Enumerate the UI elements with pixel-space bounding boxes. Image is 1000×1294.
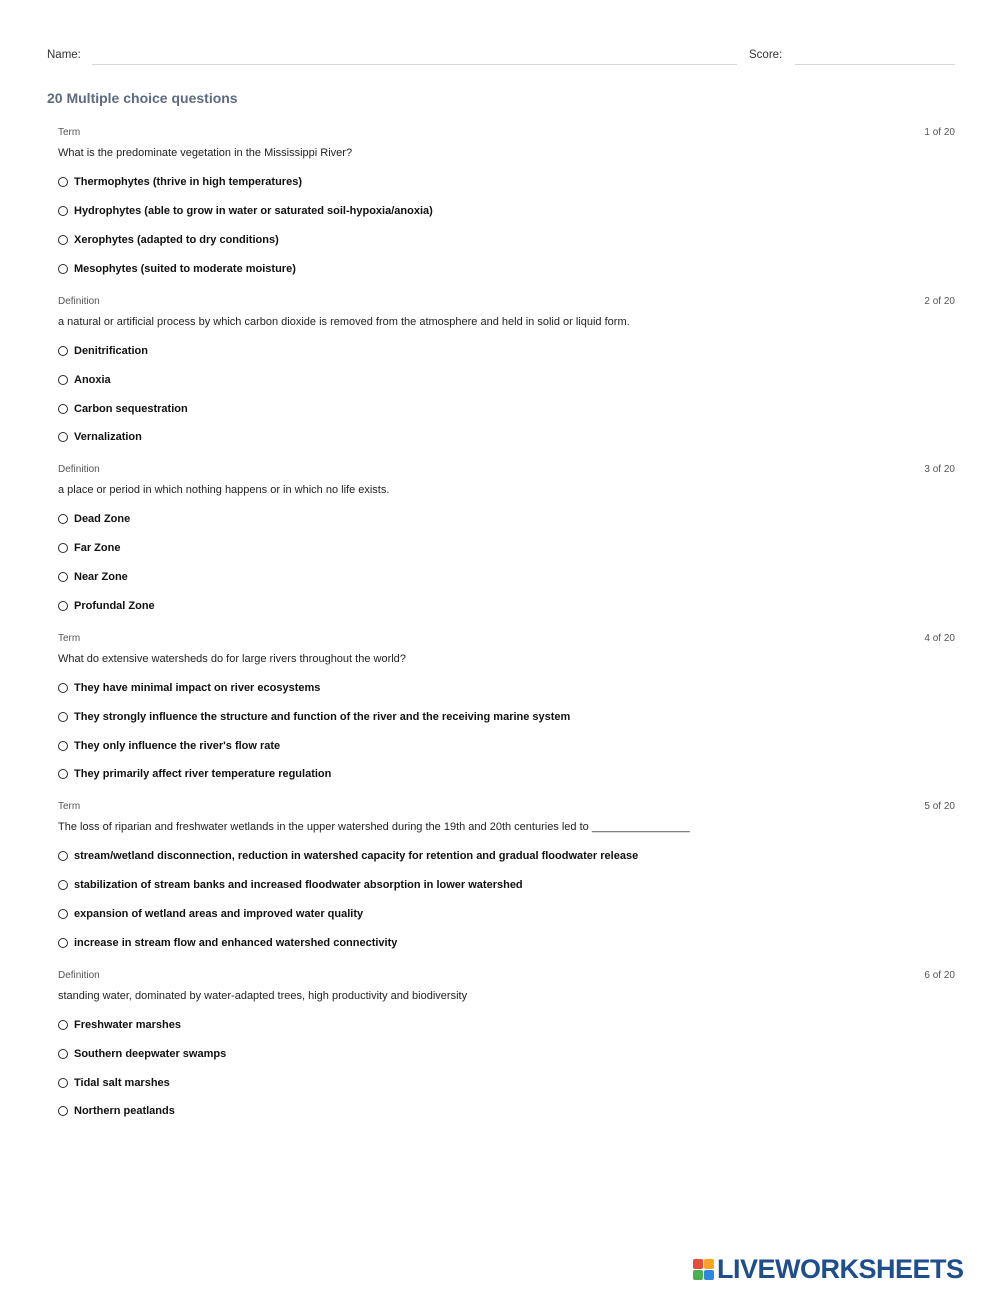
answer-option-label: increase in stream flow and enhanced watershed connectivity [74, 936, 398, 949]
question-block [58, 464, 955, 633]
answer-option-label: stabilization of stream banks and increased floodwater absorption in lower watershed [74, 879, 523, 891]
answer-option[interactable] [58, 205, 433, 217]
answer-option-label: Tidal salt marshes [74, 1076, 170, 1089]
answer-option-label: Northern peatlands [74, 1105, 175, 1117]
answer-option[interactable] [58, 937, 397, 949]
answer-option-label: Profundal Zone [74, 599, 155, 612]
answer-option[interactable] [58, 682, 320, 694]
logo-text: LIVEWORKSHEETS [717, 1253, 964, 1284]
answer-option[interactable] [58, 711, 570, 723]
answer-option-label: They only influence the river's flow rate [74, 739, 281, 752]
radio-circle-icon[interactable] [58, 375, 68, 385]
logo-mark-square [704, 1259, 714, 1269]
answer-option[interactable] [58, 374, 111, 386]
answer-option[interactable] [58, 431, 142, 443]
answer-option-label: Denitrification [74, 344, 148, 357]
question-counter: 2 of 20 [924, 295, 955, 307]
answer-option-label: Carbon sequestration [74, 402, 188, 415]
answer-option[interactable] [58, 1105, 175, 1117]
answer-option-label: Vernalization [74, 431, 142, 443]
question-type-label: Definition [58, 969, 100, 981]
answer-option[interactable] [58, 768, 331, 780]
radio-circle-icon[interactable] [58, 346, 68, 356]
radio-circle-icon[interactable] [58, 177, 68, 187]
logo-mark-square [693, 1270, 703, 1280]
question-block [58, 970, 955, 1139]
answer-option[interactable] [58, 1077, 170, 1089]
name-label: Name: [47, 49, 81, 61]
name-field[interactable] [92, 64, 737, 65]
question-type-label: Term [58, 801, 81, 812]
answer-option-label: Southern deepwater swamps [74, 1047, 227, 1060]
answer-option-label: Mesophytes (suited to moderate moisture) [74, 262, 296, 275]
radio-circle-icon[interactable] [58, 432, 68, 442]
question-block [58, 127, 955, 296]
radio-circle-icon[interactable] [58, 880, 68, 890]
radio-circle-icon[interactable] [58, 1078, 68, 1088]
radio-circle-icon[interactable] [58, 712, 68, 722]
question-prompt: a natural or artificial process by which carbon dioxide is removed from the atmosphere and held in solid or liquid form. [58, 315, 630, 328]
question-prompt: standing water, dominated by water-adapted trees, high productivity and biodiversity [58, 989, 468, 1002]
score-label: Score: [749, 49, 783, 61]
answer-option[interactable] [58, 403, 188, 415]
question-block [58, 801, 955, 970]
answer-option-label: expansion of wetland areas and improved water quality [74, 908, 364, 920]
answer-option-label: stream/wetland disconnection, reduction in watershed capacity for retention and gradual floodwater release [74, 850, 639, 862]
question-type-label: Definition [58, 295, 100, 307]
question-prompt: a place or period in which nothing happens or in which no life exists. [58, 484, 390, 496]
radio-circle-icon[interactable] [58, 1106, 68, 1116]
answer-option[interactable] [58, 850, 638, 862]
logo-mark-square [693, 1259, 703, 1269]
radio-circle-icon[interactable] [58, 938, 68, 948]
answer-option[interactable] [58, 879, 523, 891]
answer-option-label: They have minimal impact on river ecosystems [74, 681, 321, 694]
radio-circle-icon[interactable] [58, 543, 68, 553]
question-block [58, 296, 955, 465]
question-counter: 1 of 20 [924, 127, 955, 138]
question-counter: 6 of 20 [924, 969, 955, 981]
score-field[interactable] [795, 64, 955, 65]
radio-circle-icon[interactable] [58, 514, 68, 524]
answer-option[interactable] [58, 263, 296, 275]
answer-option-label: Hydrophytes (able to grow in water or saturated soil-hypoxia/anoxia) [74, 205, 433, 217]
answer-option[interactable] [58, 234, 279, 246]
radio-circle-icon[interactable] [58, 206, 68, 216]
answer-option[interactable] [58, 600, 155, 612]
radio-circle-icon[interactable] [58, 909, 68, 919]
question-counter: 5 of 20 [924, 801, 955, 812]
question-prompt: What do extensive watersheds do for large rivers throughout the world? [58, 652, 406, 665]
answer-option-label: Anoxia [74, 373, 111, 386]
answer-option-label: They strongly influence the structure and function of the river and the receiving marine system [74, 710, 571, 723]
liveworksheets-logo [693, 1253, 964, 1284]
logo-mark-square [704, 1270, 714, 1280]
answer-option[interactable] [58, 571, 128, 583]
answer-option[interactable] [58, 513, 130, 525]
answer-option[interactable] [58, 542, 120, 554]
question-prompt: What is the predominate vegetation in the Mississippi River? [58, 147, 353, 159]
question-counter: 4 of 20 [924, 632, 955, 644]
logo-mark-icon [693, 1259, 714, 1280]
answer-option-label: Thermophytes (thrive in high temperatures) [74, 176, 302, 188]
radio-circle-icon[interactable] [58, 741, 68, 751]
radio-circle-icon[interactable] [58, 769, 68, 779]
answer-option-label: Far Zone [74, 542, 121, 554]
radio-circle-icon[interactable] [58, 851, 68, 861]
question-list [58, 127, 955, 1138]
radio-circle-icon[interactable] [58, 404, 68, 414]
radio-circle-icon[interactable] [58, 235, 68, 245]
radio-circle-icon[interactable] [58, 264, 68, 274]
answer-option-label: Dead Zone [74, 513, 131, 525]
question-type-label: Term [58, 127, 81, 138]
radio-circle-icon[interactable] [58, 601, 68, 611]
worksheet-header [47, 49, 955, 67]
answer-option-label: Near Zone [74, 571, 128, 583]
section-title: 20 Multiple choice questions [47, 90, 238, 106]
radio-circle-icon[interactable] [58, 683, 68, 693]
question-block [58, 633, 955, 802]
answer-option[interactable] [58, 908, 363, 920]
answer-option[interactable] [58, 1019, 181, 1031]
question-counter: 3 of 20 [924, 464, 955, 475]
answer-option[interactable] [58, 740, 280, 752]
answer-option[interactable] [58, 176, 302, 188]
answer-option-label: Xerophytes (adapted to dry conditions) [74, 234, 279, 246]
radio-circle-icon[interactable] [58, 1049, 68, 1059]
answer-option-label: They primarily affect river temperature regulation [74, 768, 332, 780]
answer-option-label: Freshwater marshes [74, 1018, 181, 1031]
radio-circle-icon[interactable] [58, 1020, 68, 1030]
question-type-label: Term [58, 632, 81, 644]
answer-option[interactable] [58, 1048, 226, 1060]
radio-circle-icon[interactable] [58, 572, 68, 582]
answer-option[interactable] [58, 345, 148, 357]
question-prompt: The loss of riparian and freshwater wetlands in the upper watershed during the 19th and 20th centuries led to ________________ [58, 821, 690, 833]
question-type-label: Definition [58, 464, 100, 475]
